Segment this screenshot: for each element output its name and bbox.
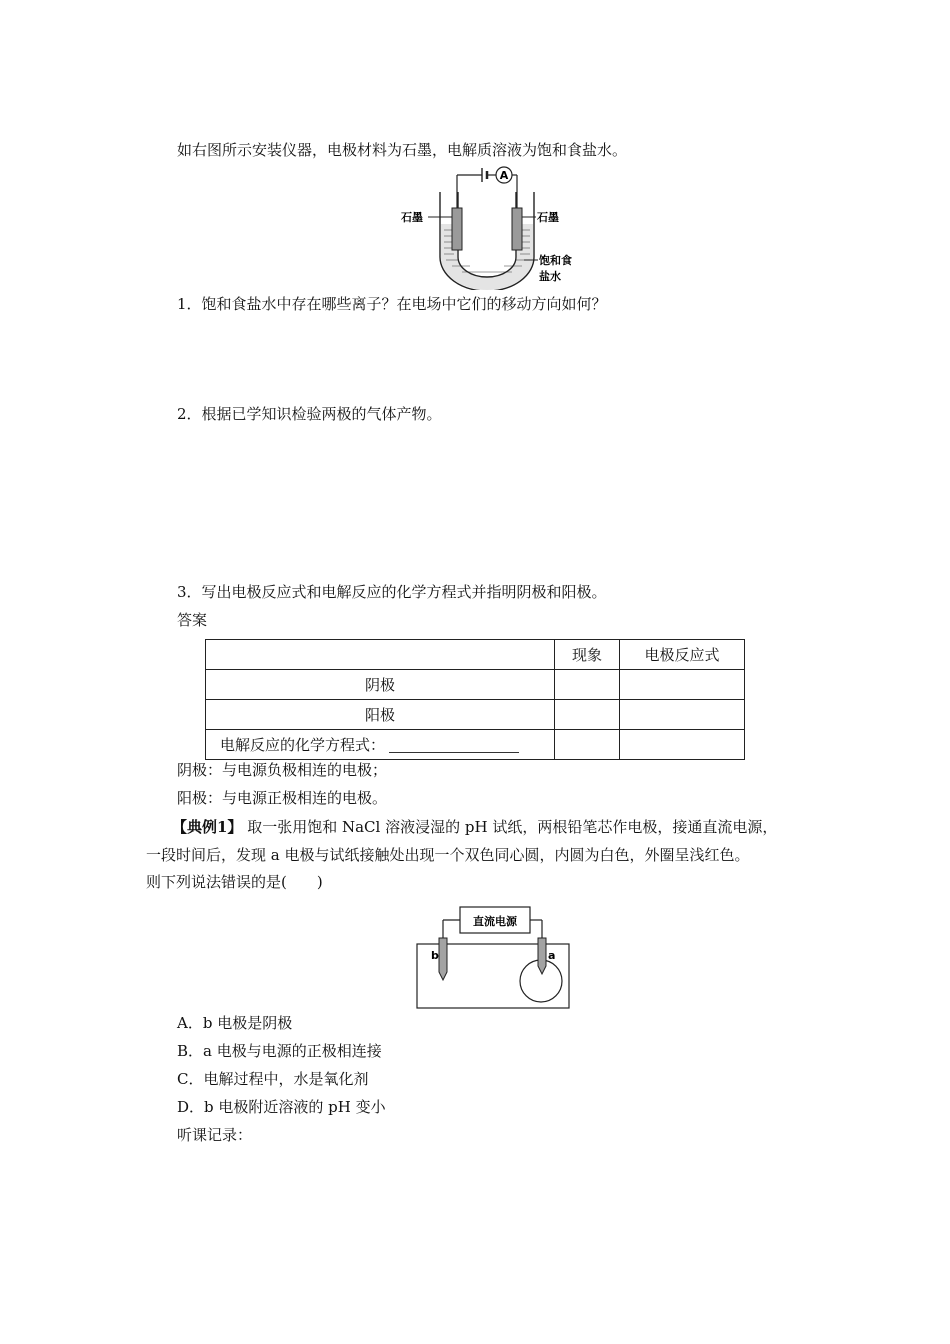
note-cathode: 阴极：与电源负极相连的电极； [177, 761, 388, 779]
table-header-row [206, 640, 745, 670]
ph-paper-figure [414, 904, 574, 1014]
equation-phenomenon-cell [555, 730, 620, 760]
note-anode: 阳极：与电源正极相连的电极。 [177, 789, 388, 807]
option-c: C．电解过程中，水是氧化剂 [177, 1070, 369, 1088]
table-row [206, 670, 745, 700]
solution-label-2: 盐水 [539, 270, 561, 283]
electrode-a [538, 938, 546, 974]
equation-reaction-cell [620, 730, 745, 760]
anode-reaction-cell [620, 700, 745, 730]
row-equation [206, 730, 555, 760]
ammeter-label: A [499, 169, 509, 182]
example-line-1 [172, 817, 777, 837]
cathode-phenomenon-cell [555, 670, 620, 700]
anode-phenomenon-cell [555, 700, 620, 730]
question-2: 2．根据已学知识检验两极的气体产物。 [177, 405, 442, 423]
u-tube-figure [400, 162, 590, 290]
option-a: A．b 电极是阴极 [177, 1014, 293, 1032]
option-d: D．b 电极附近溶液的 pH 变小 [177, 1098, 386, 1116]
option-b: B．a 电极与电源的正极相连接 [177, 1042, 382, 1060]
example-text-1: 取一张用饱和 NaCl 溶液浸湿的 pH 试纸，两根铅笔芯作电极，接通直流电源， [247, 818, 778, 836]
table-header-blank [206, 640, 555, 670]
question-1: 1．饱和食盐水中存在哪些离子？在电场中它们的移动方向如何？ [177, 295, 607, 313]
question-3: 3．写出电极反应式和电解反应的化学方程式并指明阴极和阳极。 [177, 583, 607, 601]
right-graphite-electrode [512, 208, 522, 250]
electrode-b [439, 938, 447, 980]
notes-label: 听课记录： [177, 1126, 253, 1144]
row-cathode-label: 阴极 [206, 670, 555, 700]
table-row [206, 730, 745, 760]
example-tag: 【典例1】 [172, 818, 243, 836]
example-line-3: 则下列说法错误的是( ) [146, 873, 323, 891]
left-electrode-label: 石墨 [401, 211, 423, 224]
row-anode-label: 阳极 [206, 700, 555, 730]
equation-label: 电解反应的化学方程式： [220, 735, 386, 754]
intro-text: 如右图所示安装仪器，电极材料为石墨，电解质溶液为饱和食盐水。 [177, 141, 628, 159]
equation-blank-line [389, 738, 519, 753]
cathode-reaction-cell [620, 670, 745, 700]
answer-table [205, 639, 745, 760]
left-graphite-electrode [452, 208, 462, 250]
label-b: b [431, 949, 439, 962]
answer-label: 答案 [177, 611, 208, 629]
label-a: a [548, 949, 556, 962]
solution-label-1: 饱和食 [539, 254, 572, 267]
power-supply-label: 直流电源 [473, 915, 517, 928]
table-row [206, 700, 745, 730]
right-electrode-label: 石墨 [537, 211, 559, 224]
table-header-phenomenon: 现象 [555, 640, 620, 670]
example-line-2: 一段时间后，发现 a 电极与试纸接触处出现一个双色同心圆，内圆为白色，外圈呈浅红色。 [146, 846, 750, 864]
table-header-electrode-reaction: 电极反应式 [620, 640, 745, 670]
